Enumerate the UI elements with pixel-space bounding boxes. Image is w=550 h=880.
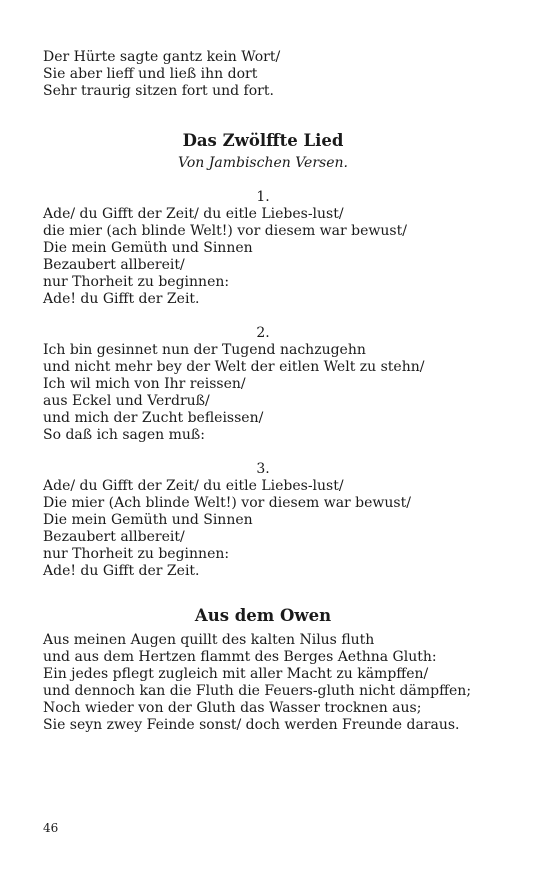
verse-line: Sehr traurig sitzen fort und fort.: [43, 83, 274, 99]
verse-line: die mier (ach blinde Welt!) vor diesem war bewust/: [43, 223, 407, 239]
intro-verse: [43, 49, 483, 100]
verse-line: Die mier (Ach blinde Welt!) vor diesem war bewust/: [43, 495, 411, 511]
poem-title: Aus dem Owen: [194, 606, 332, 625]
page-body: [43, 49, 483, 734]
verse-line: Sie seyn zwey Feinde sonst/ doch werden Freunde daraus.: [43, 717, 460, 733]
stanza-number: 1.: [256, 189, 270, 205]
owen-verse: [43, 632, 483, 734]
verse-line: Ich bin gesinnet nun der Tugend nachzugehn: [43, 342, 366, 358]
verse-line: Die mein Gemüth und Sinnen: [43, 240, 253, 256]
verse-line: Ich wil mich von Ihr reissen/: [43, 376, 246, 392]
verse-line: nur Thorheit zu beginnen:: [43, 274, 230, 290]
verse-line: aus Eckel und Verdruß/: [43, 393, 210, 409]
verse-line: Ade/ du Gifft der Zeit/ du eitle Liebes-lust/: [43, 478, 344, 494]
verse-line: So daß ich sagen muß:: [43, 427, 205, 443]
verse-line: Sie aber lieff und ließ ihn dort: [43, 66, 258, 82]
stanza-1: [43, 189, 483, 308]
verse-line: Bezaubert allbereit/: [43, 257, 185, 273]
verse-line: und nicht mehr bey der Welt der eitlen Welt zu stehn/: [43, 359, 425, 375]
verse-line: und aus dem Hertzen flammt des Berges Aethna Gluth:: [43, 649, 437, 665]
poem-subtitle: Von Jambischen Versen.: [178, 155, 348, 171]
verse-line: Der Hürte sagte gantz kein Wort/: [43, 49, 281, 65]
verse-line: und dennoch kan die Fluth die Feuers-gluth nicht dämpffen;: [43, 683, 472, 699]
poem-title: Das Zwölffte Lied: [182, 131, 344, 150]
verse-line: Noch wieder von der Gluth das Wasser trocknen aus;: [43, 700, 422, 716]
verse-line: Bezaubert allbereit/: [43, 529, 185, 545]
verse-line: Ade! du Gifft der Zeit.: [43, 563, 200, 579]
verse-line: Die mein Gemüth und Sinnen: [43, 512, 253, 528]
verse-line: Ein jedes pflegt zugleich mit aller Macht zu kämpffen/: [43, 666, 429, 682]
verse-line: und mich der Zucht befleissen/: [43, 410, 264, 426]
stanza-number: 3.: [256, 461, 270, 477]
verse-line: Aus meinen Augen quillt des kalten Nilus fluth: [43, 632, 375, 648]
page-number: 46: [43, 821, 59, 835]
verse-line: nur Thorheit zu beginnen:: [43, 546, 230, 562]
verse-line: Ade/ du Gifft der Zeit/ du eitle Liebes-lust/: [43, 206, 344, 222]
stanza-2: [43, 325, 483, 444]
stanza-number: 2.: [256, 325, 270, 341]
verse-line: Ade! du Gifft der Zeit.: [43, 291, 200, 307]
stanza-3: [43, 461, 483, 580]
